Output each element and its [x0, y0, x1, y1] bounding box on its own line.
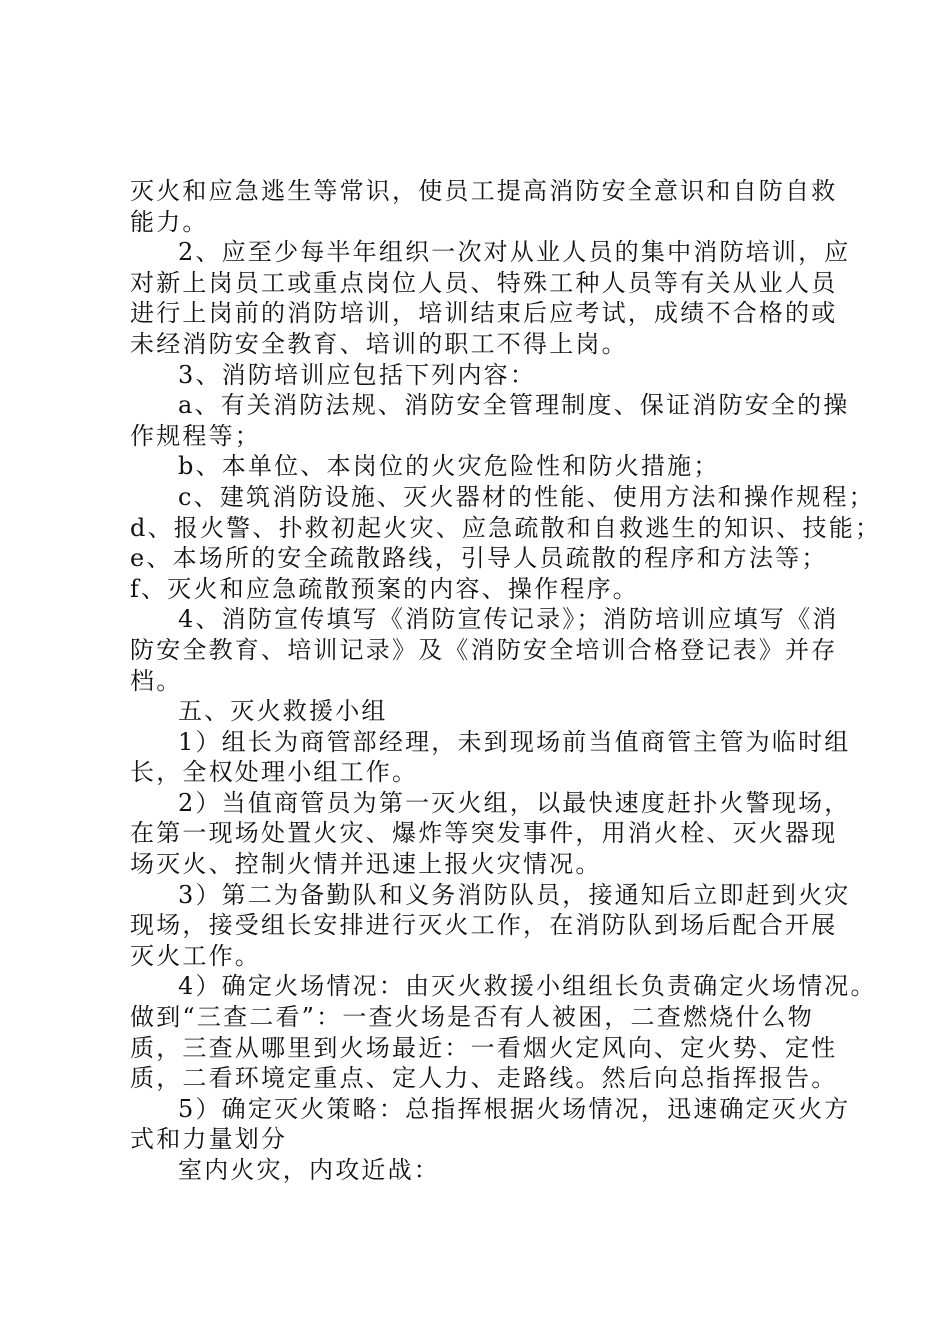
text-line: 长，全权处理小组工作。: [130, 758, 419, 787]
text-line: 五、灭火救援小组: [178, 697, 388, 726]
text-line: 灭火工作。: [130, 941, 261, 970]
text-line: b、本单位、本岗位的火灾危险性和防火措施；: [178, 452, 720, 481]
text-line: 1）组长为商管部经理，未到现场前当值商管主管为临时组: [178, 727, 851, 756]
text-line: 防安全教育、培训记录》及《消防安全培训合格登记表》并存: [130, 635, 838, 664]
text-line: 现场，接受组长安排进行灭火工作，在消防队到场后配合开展: [130, 911, 838, 940]
text-line: a、有关消防法规、消防安全管理制度、保证消防安全的操: [178, 391, 850, 420]
text-line: 对新上岗员工或重点岗位人员、特殊工种人员等有关从业人员: [130, 268, 838, 297]
text-line: 做到“三查二看”：一查火场是否有人被困，二查燃烧什么物: [130, 1003, 814, 1032]
text-line: 质，三查从哪里到火场最近：一看烟火定风向、定火势、定性: [130, 1033, 838, 1062]
text-line: 3、消防培训应包括下列内容：: [178, 360, 537, 389]
text-line: c、建筑消防设施、灭火器材的性能、使用方法和操作规程；: [178, 482, 875, 511]
document-body: [130, 176, 882, 1186]
text-line: 档。: [130, 666, 183, 695]
text-line: 在第一现场处置火灾、爆炸等突发事件，用消火栓、灭火器现: [130, 819, 838, 848]
text-line: 5）确定灭火策略：总指挥根据火场情况，迅速确定灭火方: [178, 1094, 851, 1123]
text-line: 未经消防安全教育、培训的职工不得上岗。: [130, 329, 628, 358]
text-line: f、灭火和应急疏散预案的内容、操作程序。: [130, 574, 639, 603]
text-line: 4）确定火场情况：由灭火救援小组组长负责确定火场情况。: [178, 972, 877, 1001]
text-line: 2）当值商管员为第一灭火组，以最快速度赶扑火警现场，: [178, 788, 851, 817]
text-line: 进行上岗前的消防培训，培训结束后应考试，成绩不合格的或: [130, 299, 838, 328]
text-line: 灭火和应急逃生等常识，使员工提高消防安全意识和自防自救: [130, 177, 838, 205]
text-line: 能力。: [130, 207, 209, 236]
text-line: d、报火警、扑救初起火灾、应急疏散和自救逃生的知识、技能；: [130, 513, 882, 542]
text-line: 式和力量划分: [130, 1125, 288, 1154]
text-line: 质，二看环境定重点、定人力、走路线。然后向总指挥报告。: [130, 1064, 838, 1093]
text-line: 作规程等；: [130, 421, 261, 450]
text-line: e、本场所的安全疏散路线，引导人员疏散的程序和方法等；: [130, 544, 828, 573]
text-line: 2、应至少每半年组织一次对从业人员的集中消防培训，应: [178, 238, 851, 267]
text-line: 室内火灾，内攻近战：: [178, 1156, 440, 1184]
text-line: 场灭火、控制火情并迅速上报火灾情况。: [130, 850, 602, 879]
text-line: 4、消防宣传填写《消防宣传记录》；消防培训应填写《消: [178, 605, 839, 634]
text-line: 3）第二为备勤队和义务消防队员，接通知后立即赶到火灾: [178, 880, 851, 909]
